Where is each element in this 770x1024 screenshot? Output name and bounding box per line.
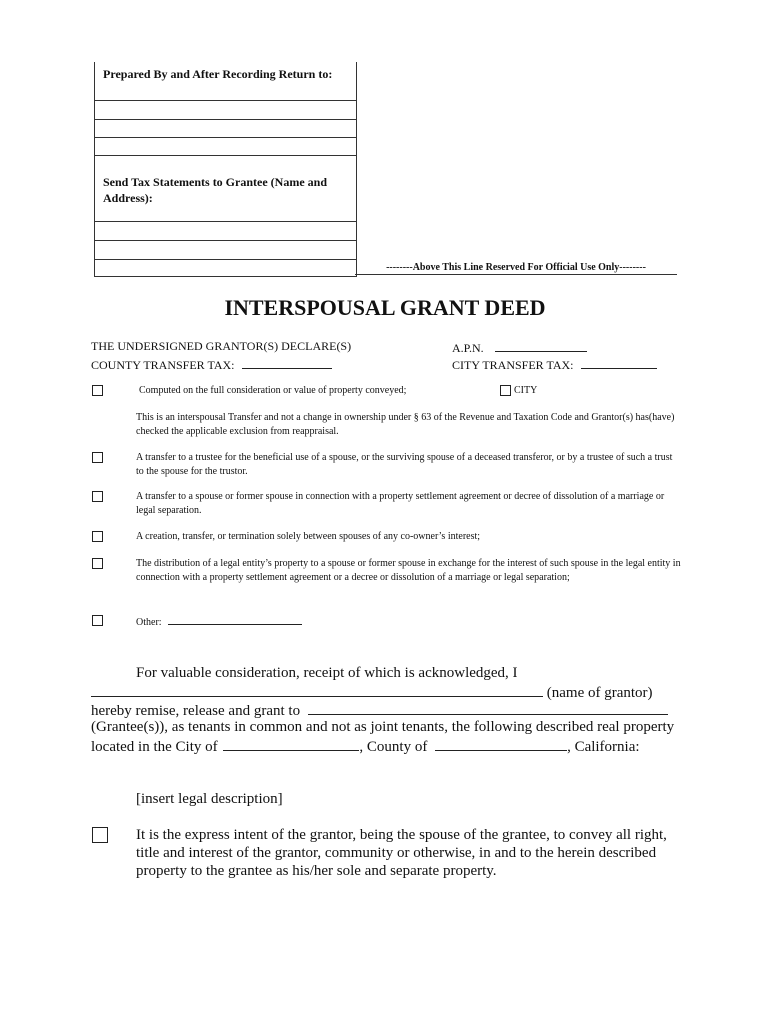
city-text: CITY (514, 385, 538, 396)
city-tax-input-line[interactable] (581, 356, 657, 369)
grant-to-field (91, 700, 668, 720)
county-tax-input-line[interactable] (242, 356, 332, 369)
county-of-label: , County of (359, 739, 428, 755)
trustee-checkbox[interactable] (92, 452, 103, 463)
grantor-name-field (91, 682, 653, 702)
apn-field (452, 339, 587, 356)
city-tax-field (452, 356, 657, 373)
grantor-name-suffix: (name of grantor) (546, 685, 653, 701)
other-label: Other: (136, 617, 162, 628)
tax-address-line-2[interactable] (95, 240, 356, 241)
county-tax-label: COUNTY TRANSFER TAX: (91, 358, 235, 372)
return-address-line-2[interactable] (95, 119, 356, 120)
return-address-line-4[interactable] (95, 155, 356, 156)
grantee-input-line[interactable] (308, 700, 668, 715)
apn-input-line[interactable] (495, 339, 587, 352)
settlement-checkbox[interactable] (92, 491, 103, 502)
official-use-reserved-line: --------Above This Line Reserved For Official Use Only-------- (355, 262, 677, 275)
consideration-line: For valuable consideration, receipt of which is acknowledged, I (136, 665, 518, 681)
grantor-name-input-line[interactable] (91, 682, 543, 697)
computed-text: Computed on the full consideration or value of property conveyed; (139, 385, 407, 396)
city-of-input-line[interactable] (223, 736, 359, 751)
county-tax-field (91, 356, 332, 373)
california-label: , California: (567, 739, 640, 755)
other-field (136, 614, 681, 630)
page-title: INTERSPOUSAL GRANT DEED (224, 295, 546, 320)
grantees-line: (Grantee(s)), as tenants in common and not as joint tenants, the following described real property (91, 719, 675, 735)
intent-line-2: title and interest of the grantor, community or otherwise, in and to the herein described (136, 845, 657, 861)
interspousal-note: This is an interspousal Transfer and not a change in ownership under § 63 of the Revenue and Taxation Code and Grantor(s) has(have) checked the applicable exclusion from reappraisal. (136, 412, 675, 437)
settlement-text: A transfer to a spouse or former spouse in connection with a property settlement agreement or decree of dissolution of a marriage or legal separation. (136, 491, 665, 516)
tax-address-line-1[interactable] (95, 221, 356, 222)
computed-checkbox[interactable] (92, 385, 103, 396)
entity-checkbox[interactable] (92, 558, 103, 569)
prepared-by-label: Prepared By and After Recording Return to: (103, 67, 333, 81)
grant-to-label: hereby remise, release and grant to (91, 703, 301, 719)
coowner-checkbox[interactable] (92, 531, 103, 542)
tax-address-line-4[interactable] (95, 276, 356, 277)
tax-address-line-3[interactable] (95, 259, 356, 260)
return-address-line-1[interactable] (95, 100, 356, 101)
coowner-text: A creation, transfer, or termination solely between spouses of any co-owner’s interest; (136, 531, 481, 542)
entity-text: The distribution of a legal entity’s property to a spouse or former spouse in exchange for the interest of such spouse in the legal entity in connection with a property settlement agreement or a decree or dissolution of a marriage or legal separation; (136, 558, 681, 583)
other-checkbox[interactable] (92, 615, 103, 626)
return-address-line-3[interactable] (95, 137, 356, 138)
county-of-input-line[interactable] (435, 736, 567, 751)
trustee-text: A transfer to a trustee for the beneficial use of a spouse, or the surviving spouse of a deceased transferor, or by a trustee of such a trust to the spouse for the trustor. (136, 452, 673, 477)
intent-line-3: property to the grantee as his/her sole and separate property. (136, 863, 497, 879)
apn-label: A.P.N. (452, 341, 484, 355)
location-field (91, 736, 640, 756)
tax-statements-label: Send Tax Statements to Grantee (Name and Address): (103, 175, 327, 205)
legal-description: [insert legal description] (136, 791, 283, 807)
grantor-declare-text: THE UNDERSIGNED GRANTOR(S) DECLARE(S) (91, 339, 352, 353)
recording-box (94, 62, 357, 277)
intent-line-1: It is the express intent of the grantor, being the spouse of the grantee, to convey all right, (136, 827, 667, 843)
city-tax-label: CITY TRANSFER TAX: (452, 358, 574, 372)
city-checkbox[interactable] (500, 385, 511, 396)
city-of-label: located in the City of (91, 739, 218, 755)
other-input-line[interactable] (168, 614, 302, 625)
intent-checkbox[interactable] (92, 827, 108, 843)
